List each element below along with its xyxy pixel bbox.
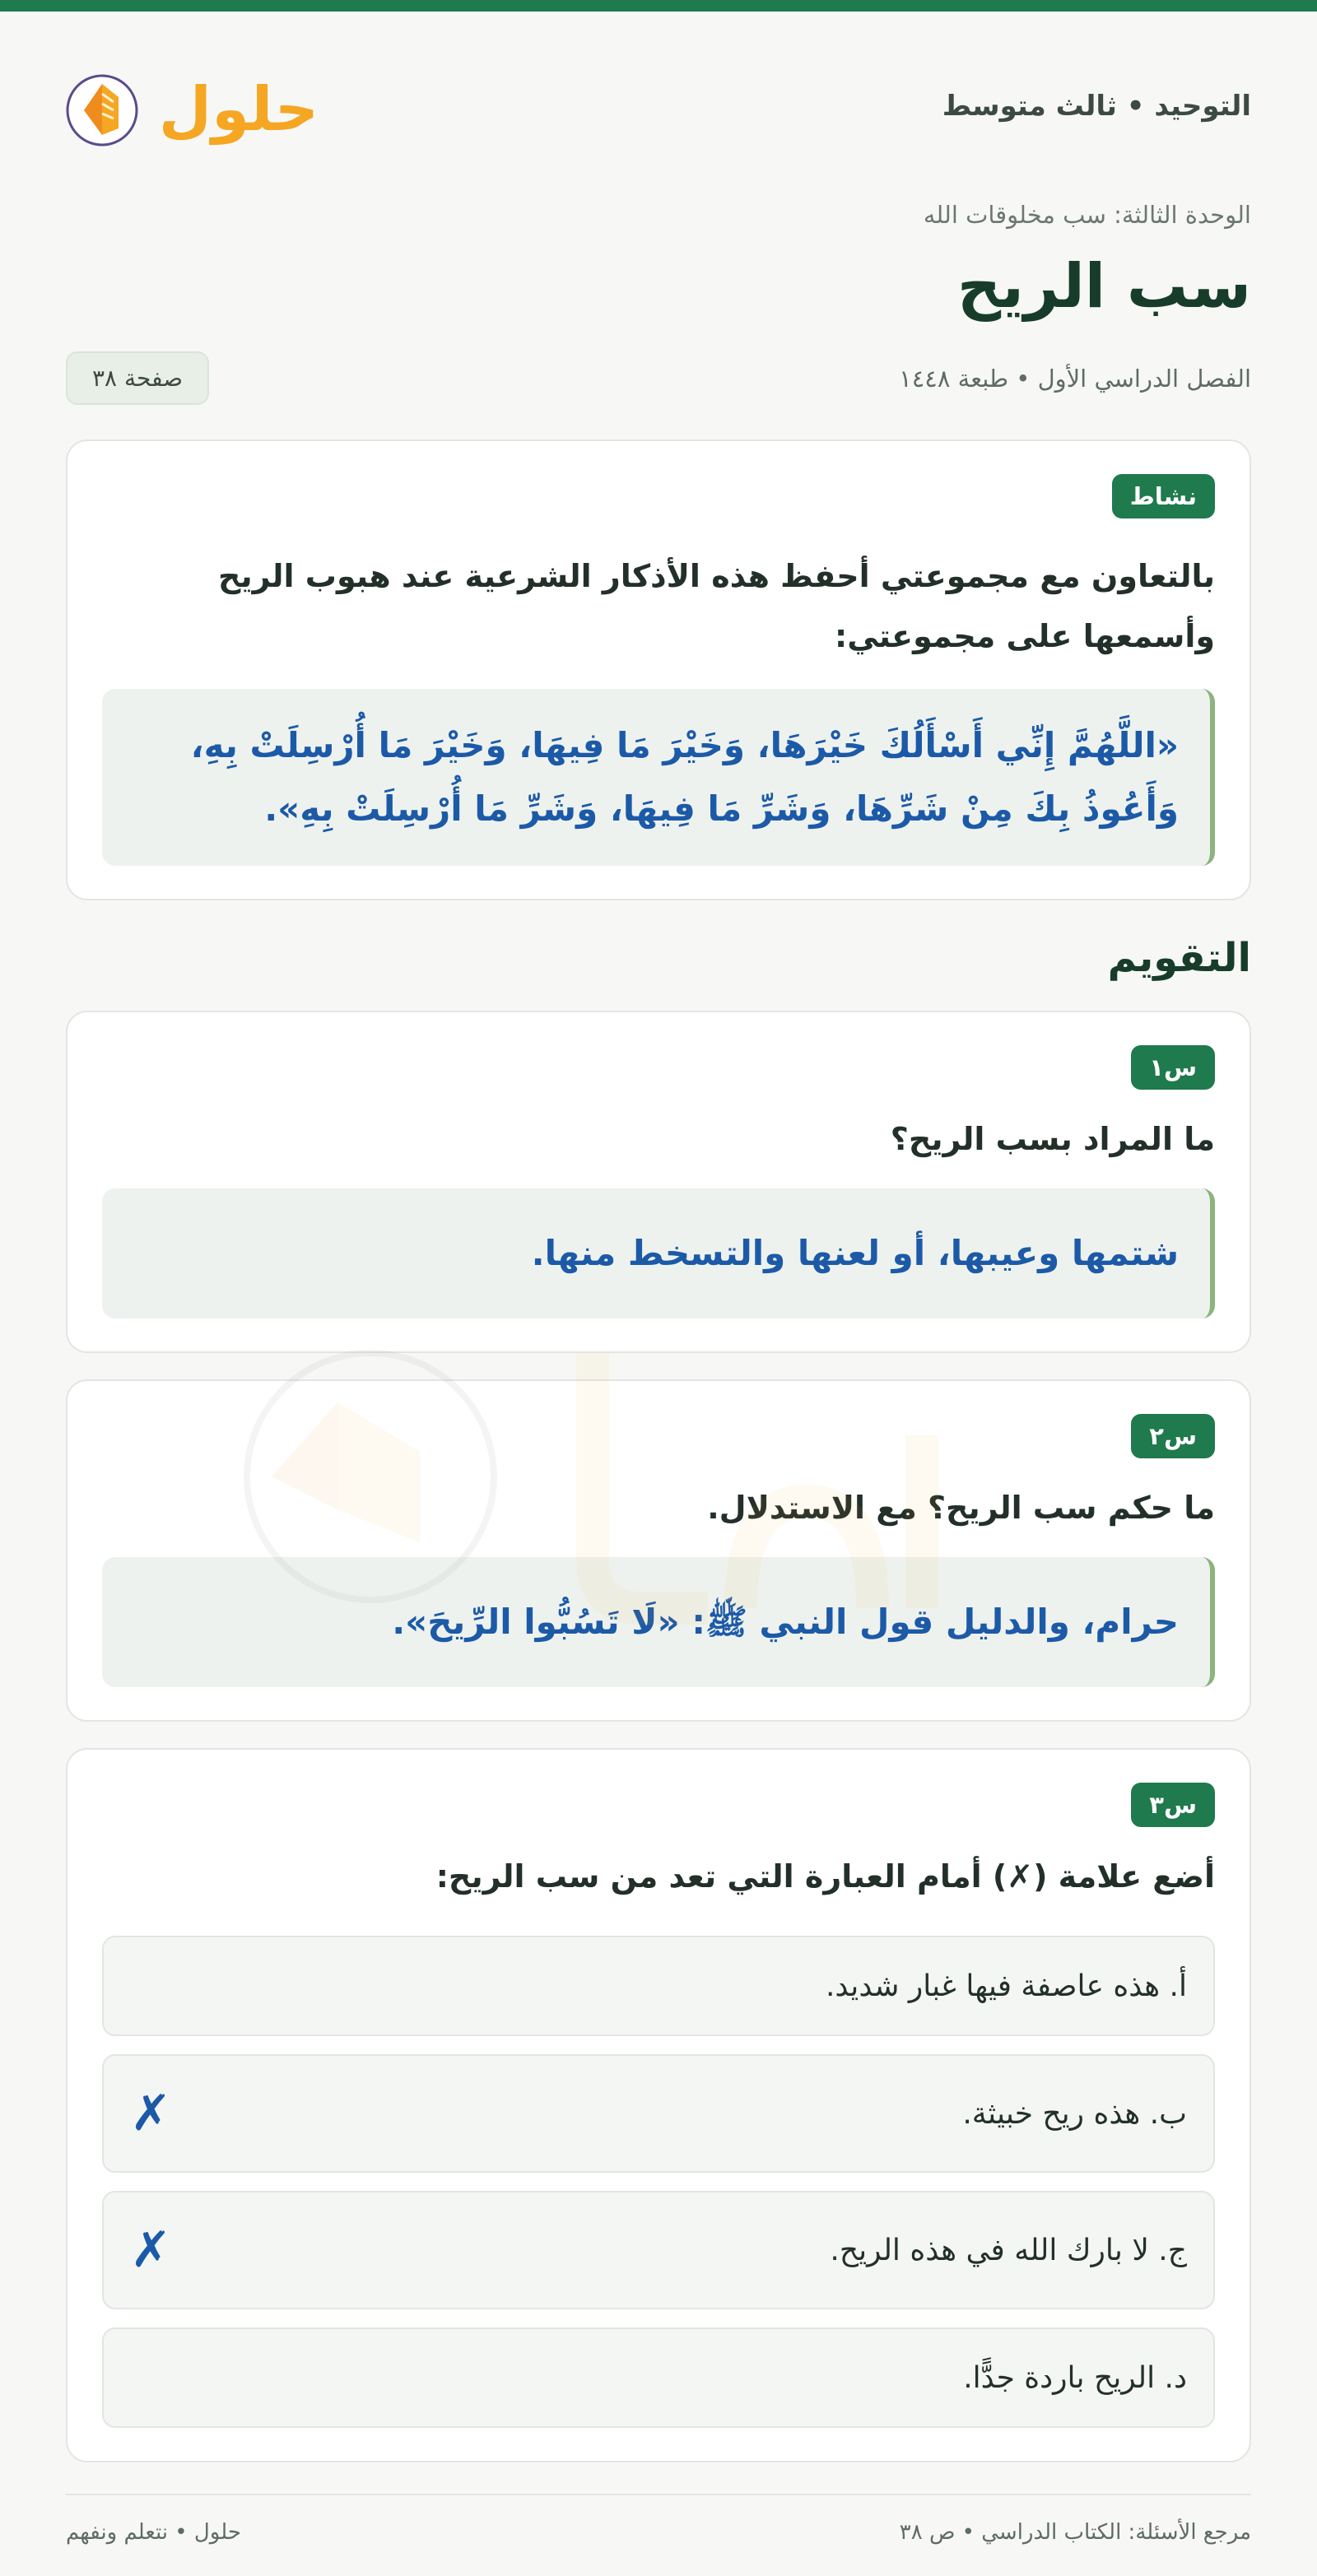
footer-brand: حلول • نتعلم ونفهم xyxy=(66,2520,241,2546)
question-text-2: ما حكم سب الريح؟ مع الاستدلال. xyxy=(707,1490,1215,1527)
page-header xyxy=(66,12,1251,201)
top-accent-bar xyxy=(0,0,1317,12)
option-c[interactable] xyxy=(102,2191,1215,2309)
option-label: د. الريح باردة جدًّا. xyxy=(963,2360,1187,2395)
meta-row xyxy=(66,351,1251,405)
dua-text: «اللَّهُمَّ إِنِّي أَسْأَلُكَ خَيْرَهَا، وَخَيْرَ مَا فِيهَا، وَخَيْرَ مَا أُرْسِلَتْ بِهِ، وَأَعُوذُ بِكَ مِنْ شَرِّهَا، وَشَرِّ مَا فِيهَا، وَشَرِّ مَا أُرْسِلَتْ بِهِ». xyxy=(102,689,1215,866)
option-b[interactable] xyxy=(102,2054,1215,2173)
page-badge: صفحة ٣٨ xyxy=(66,351,209,405)
option-a[interactable] xyxy=(102,1936,1215,2036)
question-card-3 xyxy=(66,1748,1251,2462)
question-badge-3: س٣ xyxy=(1131,1783,1215,1827)
unit-label: الوحدة الثالثة: سب مخلوقات الله xyxy=(923,201,1251,229)
semester-edition: الفصل الدراسي الأول • طبعة ١٤٤٨ xyxy=(899,364,1251,393)
option-label: ج. لا بارك الله في هذه الريح. xyxy=(830,2233,1187,2267)
activity-badge: نشاط xyxy=(1112,474,1215,518)
logo-icon xyxy=(66,61,319,151)
evaluation-title: التقويم xyxy=(1107,935,1251,982)
x-mark-icon: ✗ xyxy=(130,2221,172,2280)
question-badge-2: س٢ xyxy=(1131,1414,1215,1458)
activity-prompt: بالتعاون مع مجموعتي أحفظ هذه الأذكار الشرعية عند هبوب الريح وأسمعها على مجموعتي: xyxy=(217,558,1215,654)
answer-2: حرام، والدليل قول النبي ﷺ: «لَا تَسُبُّوا الرِّيحَ». xyxy=(102,1557,1215,1687)
page xyxy=(0,12,1317,2569)
question-card-1 xyxy=(66,1011,1251,1353)
answer-1: شتمها وعيبها، أو لعنها والتسخط منها. xyxy=(102,1188,1215,1318)
option-d[interactable] xyxy=(102,2327,1215,2428)
logo-text: حلول xyxy=(158,74,319,145)
question-card-2 xyxy=(66,1379,1251,1722)
x-mark-icon: ✗ xyxy=(130,2085,172,2143)
option-label: ب. هذه ريح خبيثة. xyxy=(962,2096,1187,2131)
footer-reference: مرجع الأسئلة: الكتاب الدراسي • ص ٣٨ xyxy=(899,2520,1251,2546)
question-text-1: ما المراد بسب الريح؟ xyxy=(890,1121,1215,1158)
option-label: أ. هذه عاصفة فيها غبار شديد. xyxy=(825,1969,1187,2003)
activity-card xyxy=(66,439,1251,900)
question-badge-1: س١ xyxy=(1131,1045,1215,1090)
subject-title: التوحيد • ثالث متوسط xyxy=(942,90,1251,123)
page-footer xyxy=(66,2495,1251,2569)
options-list xyxy=(102,1936,1215,2428)
lesson-title: سب الريح xyxy=(956,251,1251,322)
question-text-3: أضع علامة (✗) أمام العبارة التي تعد من سب الريح: xyxy=(435,1858,1215,1895)
